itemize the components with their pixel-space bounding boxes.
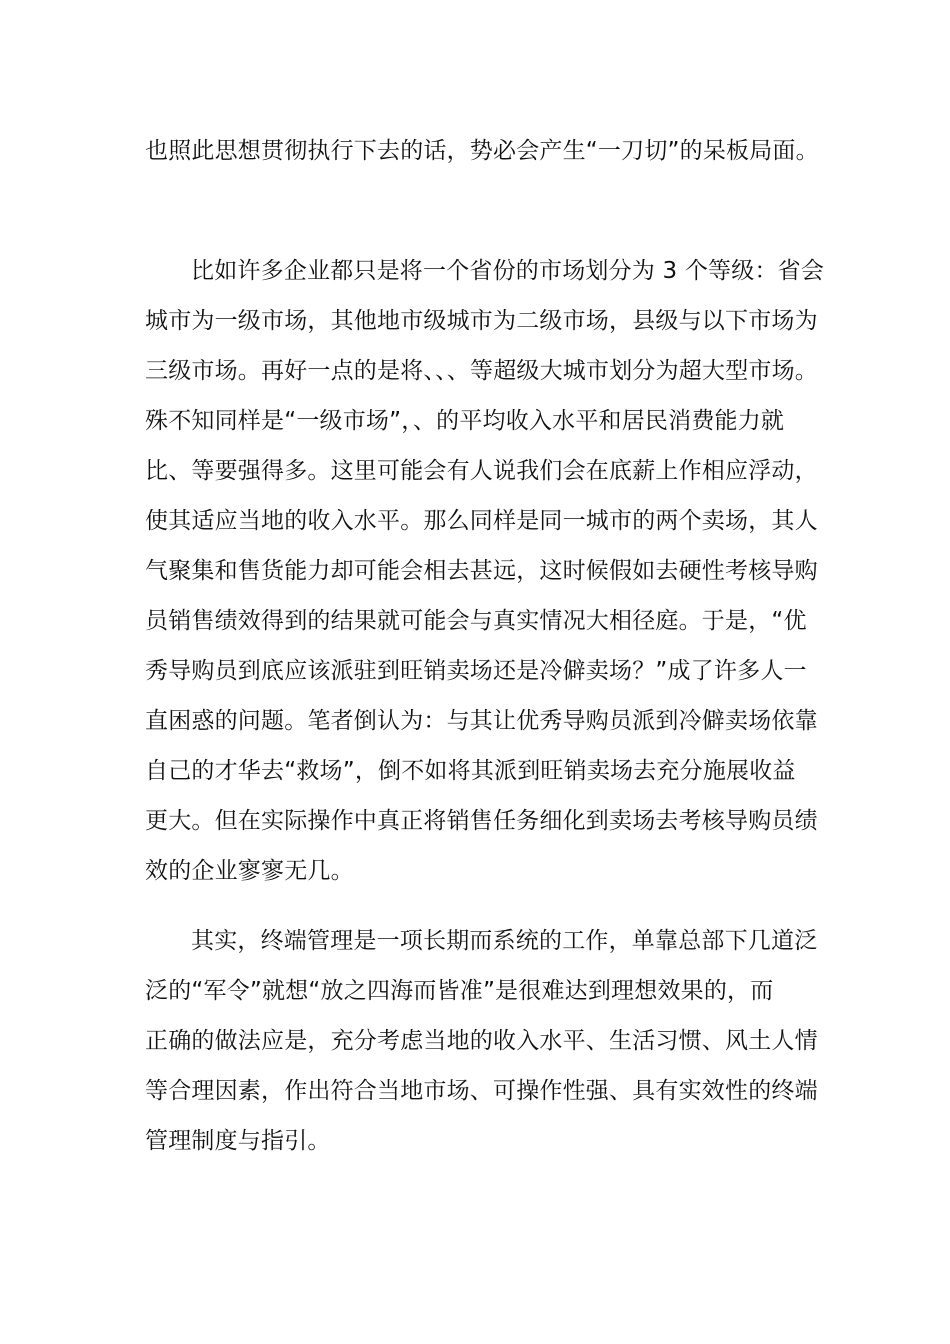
paragraph-2-line-1: 比如许多企业都只是将一个省份的市场划分为 3 个等级：省会 — [191, 258, 825, 284]
paragraph-3-line-3: 正确的做法应是，充分考虑当地的收入水平、生活习惯、风土人情 — [145, 1028, 818, 1054]
paragraph-2-line-12: 更大。但在实际操作中真正将销售任务细化到卖场去考核导购员绩 — [145, 808, 818, 834]
paragraph-2-line-7: 气聚集和售货能力却可能会相去甚远，这时候假如去硬性考核导购 — [145, 558, 818, 584]
paragraph-2-line-11: 自己的才华去“救场”，倒不如将其派到旺销卖场去充分施展收益 — [145, 758, 796, 784]
paragraph-3-line-5: 管理制度与指引。 — [145, 1128, 331, 1154]
paragraph-2-line-3: 三级市场。再好一点的是将、、、等超级大城市划分为超大型市场。 — [145, 358, 818, 384]
paragraph-2-line-5: 比、等要强得多。这里可能会有人说我们会在底薪上作相应浮动， — [145, 458, 818, 484]
paragraph-2-line-10: 直困惑的问题。笔者倒认为：与其让优秀导购员派到冷僻卖场依靠 — [145, 708, 818, 734]
paragraph-2-line-9: 秀导购员到底应该派驻到旺销卖场还是冷僻卖场？”成了许多人一 — [145, 658, 807, 684]
paragraph-2-line-6: 使其适应当地的收入水平。那么同样是同一城市的两个卖场，其人 — [145, 508, 818, 534]
paragraph-2-line-2: 城市为一级市场，其他地市级城市为二级市场，县级与以下市场为 — [145, 308, 818, 334]
paragraph-3-line-1: 其实，终端管理是一项长期而系统的工作，单靠总部下几道泛 — [191, 928, 818, 954]
paragraph-3-line-2: 泛的“军令”就想“放之四海而皆准”是很难达到理想效果的，而 — [145, 978, 774, 1004]
paragraph-1-line-1: 也照此思想贯彻执行下去的话，势必会产生“一刀切”的呆板局面。 — [145, 138, 819, 164]
paragraph-2-line-13: 效的企业寥寥无几。 — [145, 858, 354, 884]
paragraph-2-line-8: 员销售绩效得到的结果就可能会与真实情况大相径庭。于是，“优 — [145, 608, 807, 634]
paragraph-2-line-4: 殊不知同样是“一级市场”，、的平均收入水平和居民消费能力就 — [145, 408, 785, 434]
paragraph-3-line-4: 等合理因素，作出符合当地市场、可操作性强、具有实效性的终端 — [145, 1078, 818, 1104]
